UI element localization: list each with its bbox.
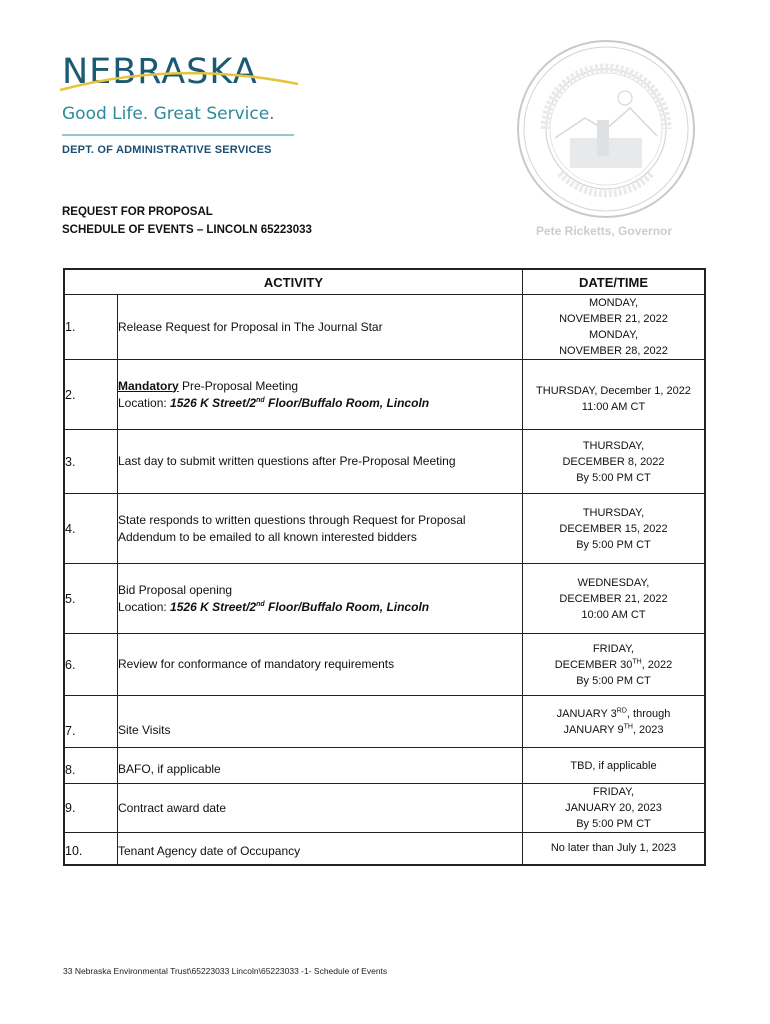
table-header-row xyxy=(64,269,705,295)
location-label: Location: xyxy=(118,599,171,614)
row-datetime xyxy=(523,295,706,360)
table-row xyxy=(64,696,705,748)
activity-text: Last day to submit written questions after Pre-Proposal Meeting xyxy=(118,454,456,468)
row-activity xyxy=(118,430,523,494)
date-line: By 5:00 PM CT xyxy=(576,674,651,687)
row-activity xyxy=(118,494,523,564)
date-line: By 5:00 PM CT xyxy=(576,818,651,830)
activity-text: Release Request for Proposal in The Journal Star xyxy=(118,319,383,334)
activity-text: Tenant Agency date of Occupancy xyxy=(118,843,301,858)
date-line: 10:00 AM CT xyxy=(581,608,646,621)
table-row xyxy=(64,564,705,634)
row-datetime xyxy=(523,564,706,634)
row-datetime xyxy=(523,430,706,494)
date-line: MONDAY, xyxy=(588,329,639,341)
date-line: By 5:00 PM CT xyxy=(576,538,651,551)
date-line: DECEMBER 8, 2022 xyxy=(562,455,665,468)
row-datetime xyxy=(523,833,706,865)
row-datetime xyxy=(523,696,706,748)
column-header-activity: ACTIVITY xyxy=(64,269,523,295)
row-activity xyxy=(118,748,523,784)
nebraska-logo xyxy=(62,52,312,156)
activity-text: Review for conformance of mandatory requirements xyxy=(118,657,395,671)
row-number: 9. xyxy=(64,784,118,833)
location-label: Location: xyxy=(118,395,171,410)
row-number: 6. xyxy=(64,634,118,696)
heading-line-2: SCHEDULE OF EVENTS – LINCOLN 65223033 xyxy=(62,224,312,236)
row-datetime xyxy=(523,360,706,430)
document-heading xyxy=(62,203,312,239)
row-activity xyxy=(118,564,523,634)
column-header-datetime: DATE/TIME xyxy=(523,269,706,295)
activity-text: Pre-Proposal Meeting xyxy=(178,378,299,393)
row-number: 2. xyxy=(64,360,118,430)
state-seal-icon xyxy=(515,38,697,220)
department-name: DEPT. OF ADMINISTRATIVE SERVICES xyxy=(62,144,272,156)
activity-text: Bid Proposal opening xyxy=(118,582,233,597)
table-row xyxy=(64,360,705,430)
row-number: 7. xyxy=(64,696,118,748)
logo-swoosh-icon xyxy=(58,56,308,96)
row-activity xyxy=(118,634,523,696)
row-activity xyxy=(118,784,523,833)
row-number: 10. xyxy=(64,833,118,865)
activity-text: State responds to written questions through Request for Proposal xyxy=(118,512,466,527)
table-row xyxy=(64,295,705,360)
row-datetime xyxy=(523,634,706,696)
table-row xyxy=(64,494,705,564)
date-line: THURSDAY, xyxy=(582,506,645,519)
row-number: 5. xyxy=(64,564,118,634)
activity-text: Contract award date xyxy=(118,800,227,815)
date-line: FRIDAY, xyxy=(592,642,635,655)
date-line: FRIDAY, xyxy=(592,786,635,798)
date-line: JANUARY 9TH, 2023 xyxy=(563,722,664,736)
date-line: DECEMBER 30TH, 2022 xyxy=(554,657,673,671)
date-line: NOVEMBER 21, 2022 xyxy=(559,313,668,325)
logo-wordmark: NEBRASKA xyxy=(62,52,312,92)
logo-divider xyxy=(62,134,294,136)
table-row xyxy=(64,833,705,865)
heading-line-1: REQUEST FOR PROPOSAL xyxy=(62,206,213,218)
date-line: JANUARY 20, 2023 xyxy=(565,802,662,814)
row-number: 8. xyxy=(64,748,118,784)
row-datetime xyxy=(523,494,706,564)
row-activity xyxy=(118,295,523,360)
governor-name: Pete Ricketts, Governor xyxy=(536,224,673,238)
table-row xyxy=(64,748,705,784)
location-address: 1526 K Street/2nd Floor/Buffalo Room, Lincoln xyxy=(170,395,430,410)
mandatory-label: Mandatory xyxy=(118,378,179,393)
activity-text: BAFO, if applicable xyxy=(118,762,221,776)
date-line: JANUARY 3RD, through xyxy=(556,706,671,720)
document-footer: 33 Nebraska Environmental Trust\65223033 Lincoln\65223033 -1- Schedule of Events xyxy=(63,966,388,976)
row-datetime xyxy=(523,748,706,784)
row-number: 4. xyxy=(64,494,118,564)
row-activity xyxy=(118,696,523,748)
date-line: DECEMBER 15, 2022 xyxy=(559,522,668,535)
date-line: 11:00 AM CT xyxy=(581,400,646,413)
row-activity xyxy=(118,360,523,430)
date-line: THURSDAY, December 1, 2022 xyxy=(536,384,691,397)
date-line: MONDAY, xyxy=(588,297,639,309)
logo-tagline: Good Life. Great Service. xyxy=(62,104,275,124)
row-number: 3. xyxy=(64,430,118,494)
activity-text: Site Visits xyxy=(118,723,171,737)
date-line: No later than July 1, 2023 xyxy=(550,842,677,855)
table-row xyxy=(64,784,705,833)
row-number: 1. xyxy=(64,295,118,360)
date-line: WEDNESDAY, xyxy=(577,576,650,589)
schedule-table xyxy=(63,268,706,866)
table-row xyxy=(64,634,705,696)
date-line: TBD, if applicable xyxy=(570,759,657,772)
activity-text: Addendum to be emailed to all known interested bidders xyxy=(118,529,417,544)
date-line: By 5:00 PM CT xyxy=(576,471,651,484)
table-row xyxy=(64,430,705,494)
row-datetime xyxy=(523,784,706,833)
date-line: DECEMBER 21, 2022 xyxy=(559,592,668,605)
date-line: NOVEMBER 28, 2022 xyxy=(559,345,668,357)
row-activity xyxy=(118,833,523,865)
date-line: THURSDAY, xyxy=(582,439,645,452)
location-address: 1526 K Street/2nd Floor/Buffalo Room, Lincoln xyxy=(170,599,430,614)
